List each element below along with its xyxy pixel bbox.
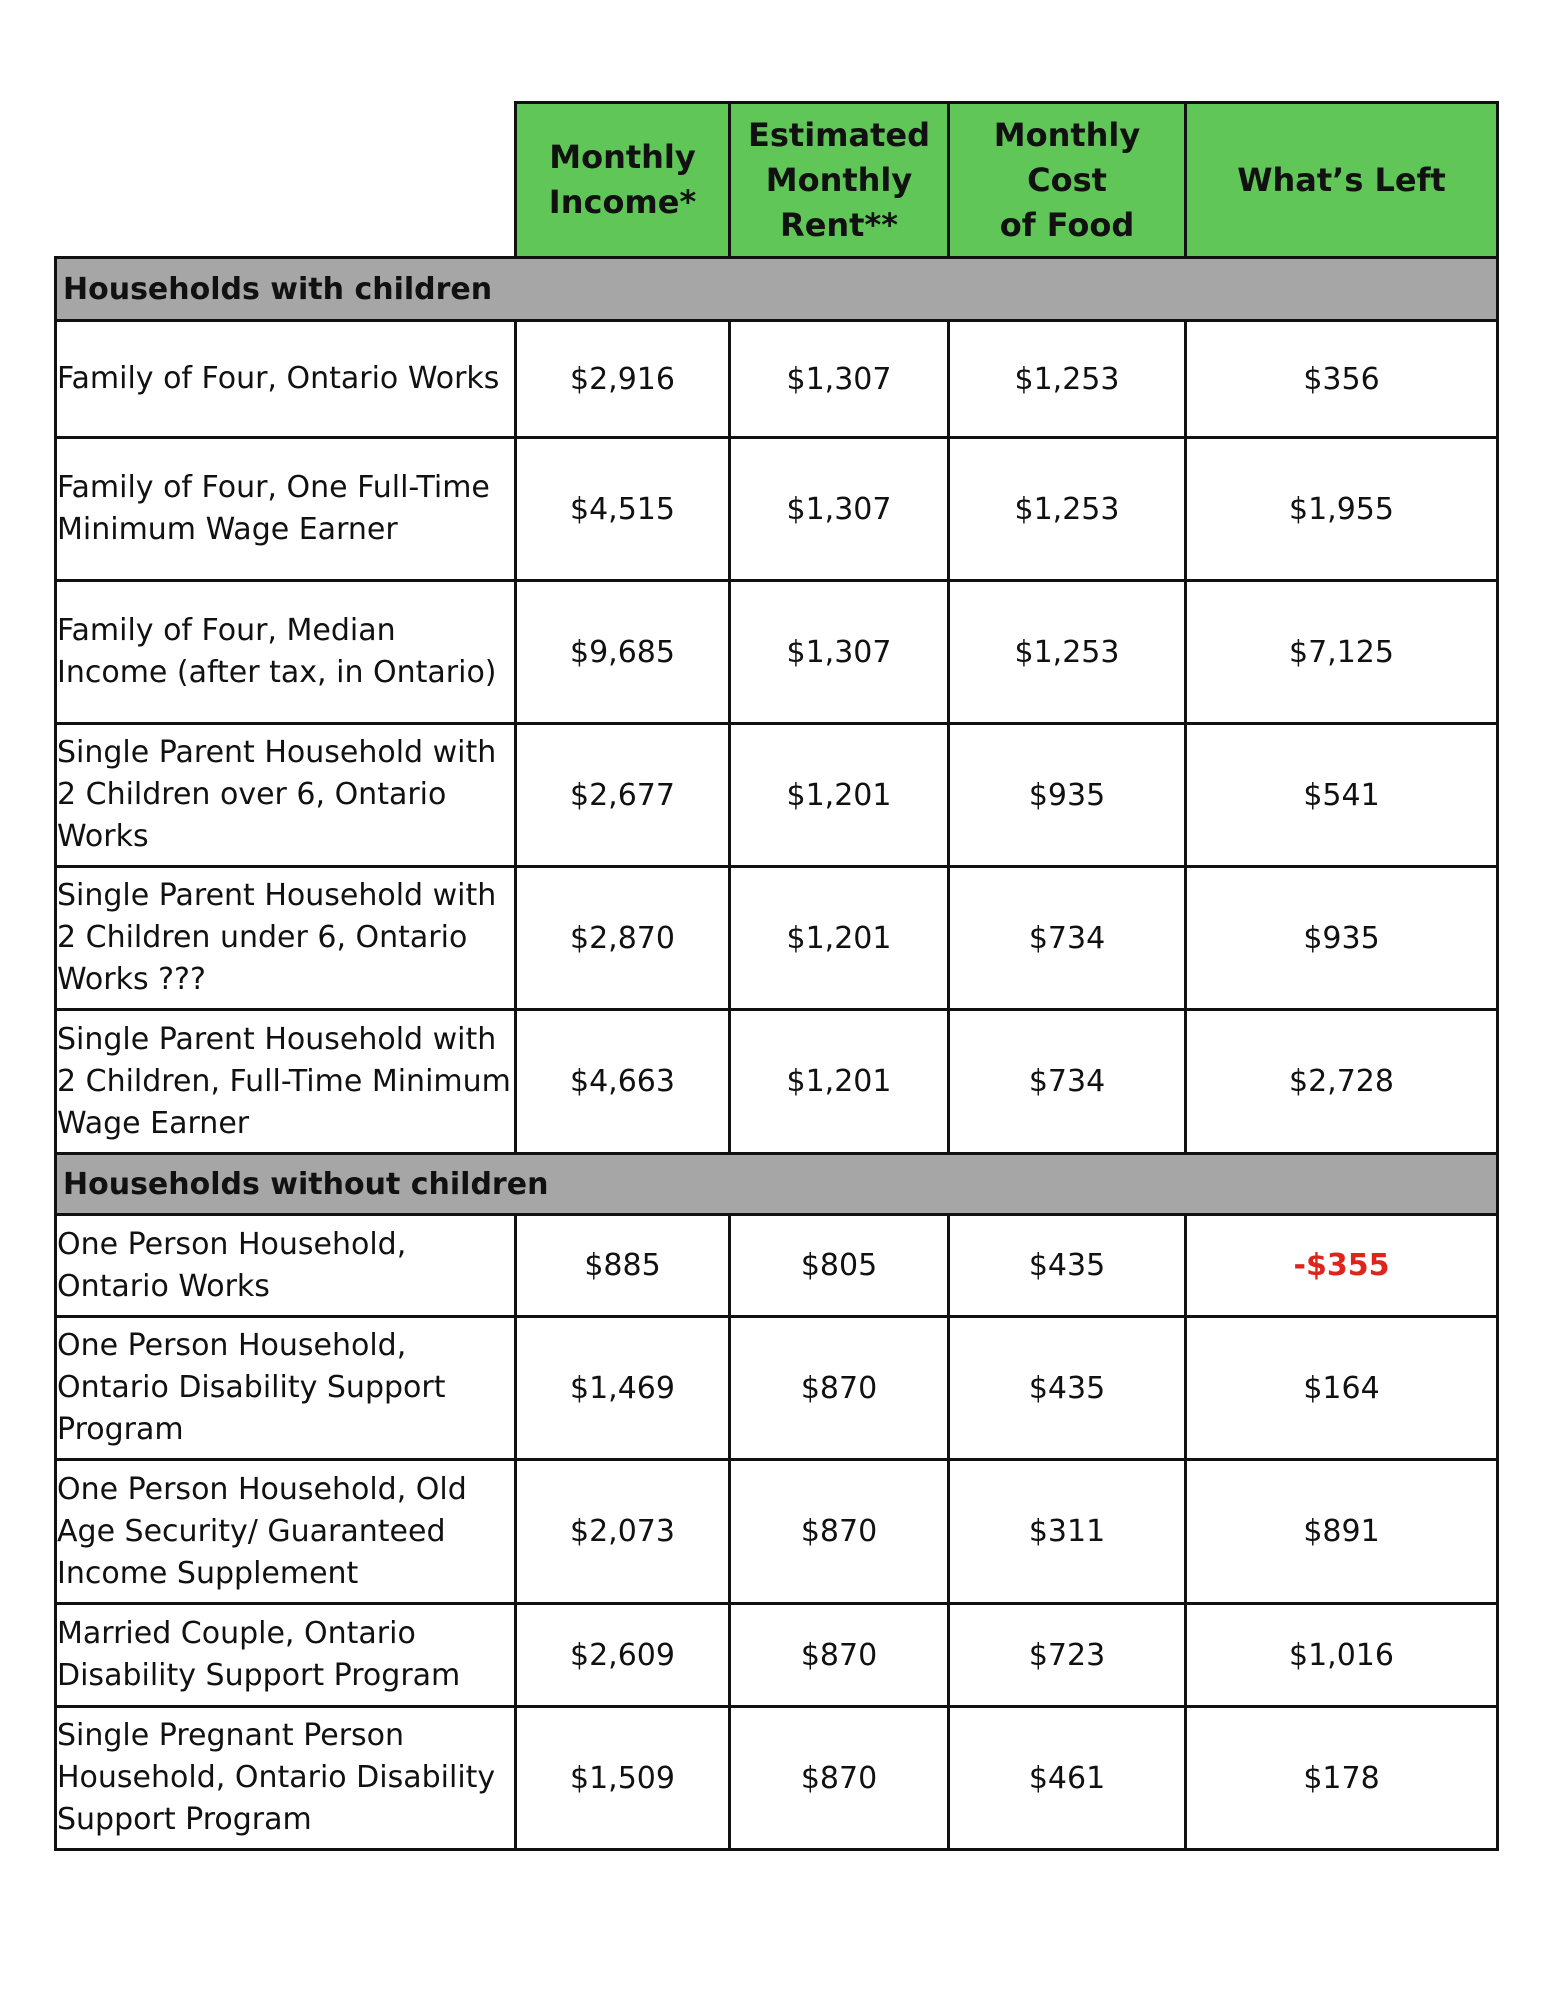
income-cell: $1,469 bbox=[516, 1317, 730, 1460]
table-row bbox=[56, 1010, 1498, 1154]
income-cell: $885 bbox=[516, 1215, 730, 1317]
food-cell: $734 bbox=[949, 1010, 1186, 1154]
whats-left-cell: $541 bbox=[1186, 724, 1498, 867]
rent-cell: $870 bbox=[730, 1604, 949, 1707]
table-row bbox=[56, 867, 1498, 1010]
food-cell: $1,253 bbox=[949, 438, 1186, 581]
food-cell: $311 bbox=[949, 1460, 1186, 1604]
row-label: One Person Household, Ontario Works bbox=[56, 1215, 516, 1317]
income-cell: $2,677 bbox=[516, 724, 730, 867]
row-label: Family of Four, One Full-Time Minimum Wage Earner bbox=[56, 438, 516, 581]
income-cell: $1,509 bbox=[516, 1707, 730, 1850]
header-row bbox=[56, 103, 1498, 258]
income-cell: $2,073 bbox=[516, 1460, 730, 1604]
col-header-food-cost: Monthly Cost of Food bbox=[949, 103, 1186, 258]
food-cell: $723 bbox=[949, 1604, 1186, 1707]
table-row bbox=[56, 724, 1498, 867]
food-cell: $461 bbox=[949, 1707, 1186, 1850]
income-cell: $2,916 bbox=[516, 321, 730, 438]
food-cell: $1,253 bbox=[949, 321, 1186, 438]
income-cell: $4,663 bbox=[516, 1010, 730, 1154]
rent-cell: $1,307 bbox=[730, 321, 949, 438]
table-row bbox=[56, 1604, 1498, 1707]
whats-left-cell: $356 bbox=[1186, 321, 1498, 438]
food-cell: $734 bbox=[949, 867, 1186, 1010]
rent-cell: $870 bbox=[730, 1317, 949, 1460]
row-label: Family of Four, Ontario Works bbox=[56, 321, 516, 438]
col-header-whats-left: What’s Left bbox=[1186, 103, 1498, 258]
whats-left-cell: $164 bbox=[1186, 1317, 1498, 1460]
row-label: Single Parent Household with 2 Children over 6, Ontario Works bbox=[56, 724, 516, 867]
whats-left-cell: $891 bbox=[1186, 1460, 1498, 1604]
table-row bbox=[56, 1317, 1498, 1460]
col-header-estimated-rent: Estimated Monthly Rent** bbox=[730, 103, 949, 258]
rent-cell: $805 bbox=[730, 1215, 949, 1317]
whats-left-cell: $178 bbox=[1186, 1707, 1498, 1850]
row-label: One Person Household, Ontario Disability Support Program bbox=[56, 1317, 516, 1460]
whats-left-cell: $1,955 bbox=[1186, 438, 1498, 581]
row-label: Single Pregnant Person Household, Ontario Disability Support Program bbox=[56, 1707, 516, 1850]
section-title: Households with children bbox=[56, 258, 1498, 321]
rent-cell: $1,201 bbox=[730, 724, 949, 867]
table-row bbox=[56, 1460, 1498, 1604]
table-row bbox=[56, 1707, 1498, 1850]
col-header-monthly-income: Monthly Income* bbox=[516, 103, 730, 258]
whats-left-cell: $2,728 bbox=[1186, 1010, 1498, 1154]
rent-cell: $1,201 bbox=[730, 1010, 949, 1154]
table-row bbox=[56, 1215, 1498, 1317]
income-cell: $9,685 bbox=[516, 581, 730, 724]
income-cell: $2,870 bbox=[516, 867, 730, 1010]
food-cell: $935 bbox=[949, 724, 1186, 867]
row-label: Single Parent Household with 2 Children, Full-Time Minimum Wage Earner bbox=[56, 1010, 516, 1154]
food-cell: $435 bbox=[949, 1215, 1186, 1317]
whats-left-negative-cell: -$355 bbox=[1186, 1215, 1498, 1317]
row-label: One Person Household, Old Age Security/ Guaranteed Income Supplement bbox=[56, 1460, 516, 1604]
row-label: Family of Four, Median Income (after tax, in Ontario) bbox=[56, 581, 516, 724]
food-cell: $435 bbox=[949, 1317, 1186, 1460]
rent-cell: $870 bbox=[730, 1707, 949, 1850]
whats-left-cell: $935 bbox=[1186, 867, 1498, 1010]
household-budget-table bbox=[54, 101, 1499, 1851]
section-header-with-children bbox=[56, 258, 1498, 321]
rent-cell: $1,201 bbox=[730, 867, 949, 1010]
whats-left-cell: $7,125 bbox=[1186, 581, 1498, 724]
rent-cell: $1,307 bbox=[730, 438, 949, 581]
table-row bbox=[56, 438, 1498, 581]
row-label: Married Couple, Ontario Disability Support Program bbox=[56, 1604, 516, 1707]
table-row bbox=[56, 321, 1498, 438]
income-cell: $2,609 bbox=[516, 1604, 730, 1707]
section-header-without-children bbox=[56, 1154, 1498, 1215]
rent-cell: $870 bbox=[730, 1460, 949, 1604]
row-label: Single Parent Household with 2 Children under 6, Ontario Works ??? bbox=[56, 867, 516, 1010]
table-row bbox=[56, 581, 1498, 724]
income-cell: $4,515 bbox=[516, 438, 730, 581]
food-cell: $1,253 bbox=[949, 581, 1186, 724]
corner-cell bbox=[56, 103, 516, 258]
rent-cell: $1,307 bbox=[730, 581, 949, 724]
whats-left-cell: $1,016 bbox=[1186, 1604, 1498, 1707]
section-title: Households without children bbox=[56, 1154, 1498, 1215]
